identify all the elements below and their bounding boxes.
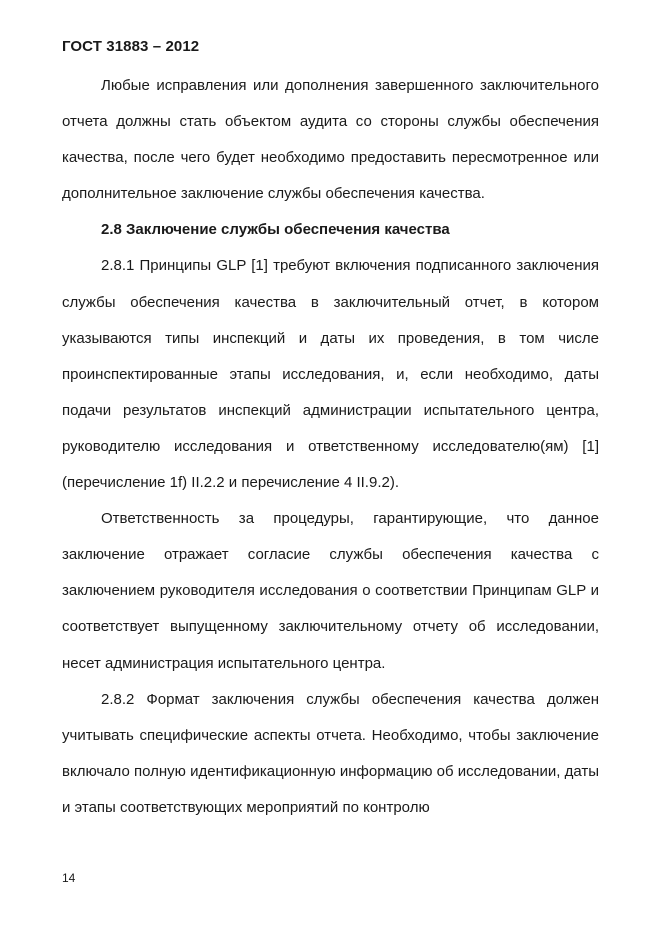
paragraph-responsibility: Ответственность за процедуры, гарантирующие, что данное заключение отражает согласие службы обеспечения качества с заключением руководителя исследования о соответствии Принципам GLP и соответствует выпущенному заключительному отчету об исследовании, несет администрация испытательного центра. xyxy=(62,510,599,672)
document-body xyxy=(62,68,599,826)
paragraph-2-8-2: 2.8.2 Формат заключения службы обеспечения качества должен учитывать специфические аспекты отчета. Необходимо, чтобы заключение включало полную идентификационную информацию об исследовании, даты и этапы соответствующих мероприятий по контролю xyxy=(62,690,599,816)
section-heading-2-8: 2.8 Заключение службы обеспечения качества xyxy=(101,221,450,239)
document-header: ГОСТ 31883 – 2012 xyxy=(62,38,200,55)
page-number: 14 xyxy=(62,871,76,885)
paragraph-corrections-audit: Любые исправления или дополнения завершенного заключительного отчета должны стать объектом аудита со стороны службы обеспечения качества, после чего будет необходимо предоставить пересмотренное или дополнительное заключение службы обеспечения качества. xyxy=(62,77,599,203)
paragraph-2-8-1: 2.8.1 Принципы GLP [1] требуют включения подписанного заключения службы обеспечения качества в заключительный отчет, в котором указываются типы инспекций и даты их проведения, в том числе проинспектированные этапы исследования, и, если необходимо, даты подачи результатов инспекций администрации испытательного центра, руководителю исследования и ответственному исследователю(ям) [1] (перечисление 1f) II.2.2 и перечисление 4 II.9.2). xyxy=(62,257,599,492)
